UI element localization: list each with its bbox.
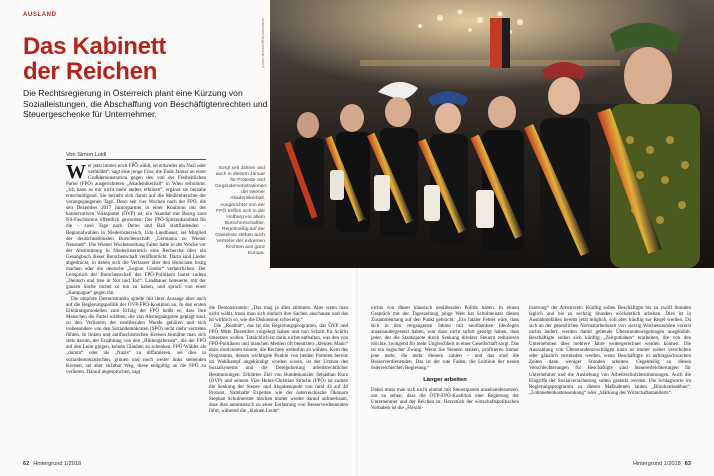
body-column-2 bbox=[209, 305, 348, 414]
folio-left bbox=[23, 461, 81, 467]
drop-cap: W bbox=[66, 161, 86, 183]
ballroom-photo-illustration bbox=[270, 0, 714, 268]
headline-line-1: Das Kabinett bbox=[23, 33, 167, 60]
paragraph: Die empörte Demonstrantin spielte mit ihrer Aussage aber auch auf die Regierungspolitik der ÖVP-FPÖ-Koalition an. In den ersten Erklärungsmodellen zum Erfolg der FPÖ heißt es, dass ihre Menschen die Partei wählten, die von Abstiegsängsten geplagt sind, zu den Verlierern der neoliberalen Wende gehören und sich insbesondere von den Sozialdemokraten (SPÖ) nicht mehr vertreten fühlen. In linken und antifaschistischen Kreisen bemühte man sich stets darum, der Erzählung von den „Bildungsfernen“, die der FPÖ auf den Leim gingen, keinen Glauben zu schenken. FPÖ-Wähler als „dumm“ oder als „Nazis“ zu diffamieren, sei dies in sozialdemokratischen, grünen und noch weiter links stehenden Kreisen, sei aber sichtbar Weg, diese endgültig an die FPÖ zu verlieren. Darauf angesprochen, sagt bbox=[66, 296, 206, 375]
body-column-1 bbox=[66, 163, 206, 375]
dek-intro: Die Rechtsregierung in Österreich plant eine Kürzung von Sozialleistungen, die Abschaffung von Beschäftigtenrechten und Steuergeschenke für Unternehmer. bbox=[23, 88, 268, 120]
body-column-4 bbox=[529, 305, 691, 396]
lead-photo bbox=[270, 0, 714, 268]
photo-credit: picture alliance/APA/picturedesk bbox=[261, 18, 265, 68]
paragraph: nichts von dieser klassisch neoliberalen Politik haben. In einem Gespräch mit der Tageszeitung junge Welt hat Schulmeister diesen Zusammenhang auf den Punkt gebracht: „Ein fataler Fehler wäre, dass sich in den vergangenen Jahren mit neoliberalen Ideologen auseinandergesetzt haben, was dazu nicht sofort gezeigt haben, dass jeder, der die Staatsquote durch Senkung direkter Steuern reduzieren möchte, zwingend für mehr Ungleichheit in einer Gesellschaft sorgt. Das ist ein logischer Zwang. Wenn Sie Steuern senken, profitieren immer jene mehr, die mehr Steuern zahlen – und das sind die Besserverdienenden. Das ist der rote Faden, die Leitlinie der neuen österreichischen Regierung.“ bbox=[371, 305, 519, 372]
folio-right-text: Hintergrund 1/2018 bbox=[632, 461, 681, 467]
paragraph: Die „Realität“, das ist das Regierungsprogramm, das ÖVP und FPÖ Mitte Dezember vorgelegt haben und nun Schritt für Schritt umsetzen wollen. Tatsächlich ist darin nichts enthalten, was den von FPÖ-Politikern und manchen Medien oft benutzten „kleinen Mann“ dazu motivieren könnte, die Rechten weiterhin zu wählen. Kern des Programms, dessen wichtigste Punkte von beiden Parteien bereits im Wahlkampf angekündigt worden waren, ist der Umbau des Sozialsystems und die Deregulierung arbeitsrechtlicher Bestimmungen. Erklärtes Ziel von Bundeskanzler Sebastian Kurz (ÖVP) und seinem Vize Heinz-Christian Strache (FPÖ) ist zudem die Senkung der Steuer- und Abgabenquote von rund 43 auf 40 Prozent. Namhafte Experten wie der österreichische Ökonom Stephan Schulmeister machen immer wieder darauf aufmerksam, dass dies automatisch zu einer Entlastung von Besserverdienenden führt, während die „kleinen Leute“ bbox=[209, 323, 348, 414]
section-label: AUSLAND bbox=[23, 12, 57, 18]
paragraph: Dabei muss man sich nicht einmal mit Steuerquoten auseinandersetzen, um zu sehen, dass die ÖVP-FPÖ-Koalition eine Regierung der Unternehmer und der Reichen ist. Herzstück der wirtschaftspolitischen Vorhaben ist die „Flexibi- bbox=[371, 386, 519, 411]
subheading: Länger arbeiten bbox=[423, 376, 467, 383]
paragraph: Wer jetzt immer noch FPÖ wählt, ist entweder ein Nazi oder verblödet“, sagt eine junge Frau, die Ende Januar an einer Großdemonstration gegen den von der Freiheitlichen Partei (FPÖ) ausgerichteten „Akademikerball“ in Wien teilnimmt. „Ich kann es mir nicht mehr anders erklären“, ergänzt sie beinahe entschuldigend. Sie bezieht sich damit auf die Medienberichte der vorangegangenen Tage. Denn seit vier Wochen nach der FPÖ, die seit Dezember 2017 Juniorpartner in einer Koalition mit der konservativen Volkspartei (ÖVP) ist, ein Skandal mit Bezug zum NS-Faschismus öffentlich geworden: Der FPÖ-Spitzenkandidat für die – zwei Tage nach Demo und Ball stattfindenden – Regionalwahlen in Niederösterreich, Udo Landbauer, sei Mitglied der deutschnationalen Burschenschaft „Germania zu Wiener Neustadt“. Die Wiener Wochenzeitung Falter hatte in der Woche vor der Abstimmung in Niederösterreich eine Recherche über ein Gesangbuch dieser Burschenschaft veröffentlicht. Darin sind Lieder abgedruckt, in denen sich die Verfasser über den Holocaust lustig machen oder die deutsche „Legion Condor“ verherrlichen. Der Leitspruch der Burschenschaft des FPÖ-Politikers lautet zudem „Deutsch und treu in Not und Tod“. Landbauer beteuerte, mit der ganzen Sache nichts zu tun zu haben, und sprach von einer „Kampagne“ gegen ihn. bbox=[66, 161, 206, 296]
photo-caption: Sorgt seit Jahren und auch in diesem Januar für Proteste und Gegendemonstrationen: der Wiener Akademikerball. Ausgerichtet von der FPÖ treffen sich in der Hofburg vor allem Burschenschaftler. Regelmäßig auf der Gästeliste stehen auch Vertreter der extremen Rechten aus ganz Europa. bbox=[215, 166, 268, 257]
paragraph: lisierung“ der Arbeitszeit: Künftig sollen Beschäftigte bis zu zwölf Stunden täglich und bis zu sechzig Stunden wöchentlich arbeiten. Dies ist in Ausnahmefällen bereits jetzt möglich, soll aber künftig zur Regel werden. Da sich an der gesetzlichen Normalarbeitszeit von vierzig Wochenstunden vorerst nichts ändert, werden damit geltende Überstundenregelungen ausgehöhlt. Beschäftigte sollen sich künftig „Zeitguthaben“ erarbeiten, die von den Unternehmen über mehrere Jahre weitergerechnet werden können. Die Auszahlung von Überstundenzuschlägen kann so immer weiter verschoben oder gänzlich vermieden werden, wenn Beschäftigte in auftragsschwachen Zeiten dann weniger Stunden arbeiten. Gegenteilig zu diesen Verschlechterungen für Beschäftigte sind Steuererleichterungen für Unternehmer und die Ausbebung von Arbeitsschutzbestimmungen. Auch die Eingriffe der Sozialversicherung sollen gesenkt werden. Die Schlagworte im Regierungsprogramm zu diesen Maßnahmen lauten „Bürokratieabbau“, „Lohnnebenkostensenkung“ oder „Stärkung des Wirtschaftsstandorts“. bbox=[529, 305, 691, 396]
headline bbox=[23, 34, 263, 84]
byline-rule bbox=[66, 159, 206, 160]
page-number-left: 62 bbox=[23, 461, 30, 467]
headline-line-2: der Reichen bbox=[23, 58, 158, 85]
folio-left-text: Hintergrund 1/2018 bbox=[33, 461, 82, 467]
byline: Von Simon Loidl bbox=[66, 152, 107, 158]
body-column-3 bbox=[371, 305, 519, 411]
paragraph: die Demonstrantin: „Das mag ja alles stimmen. Aber wenn man nicht wählt, muss man sich einfach ihre Sachen anschauen und das ist wirklich so, wie die Diskussion schwierig.“ bbox=[209, 305, 348, 324]
folio-right bbox=[633, 461, 691, 467]
page-number-right: 63 bbox=[684, 461, 691, 467]
